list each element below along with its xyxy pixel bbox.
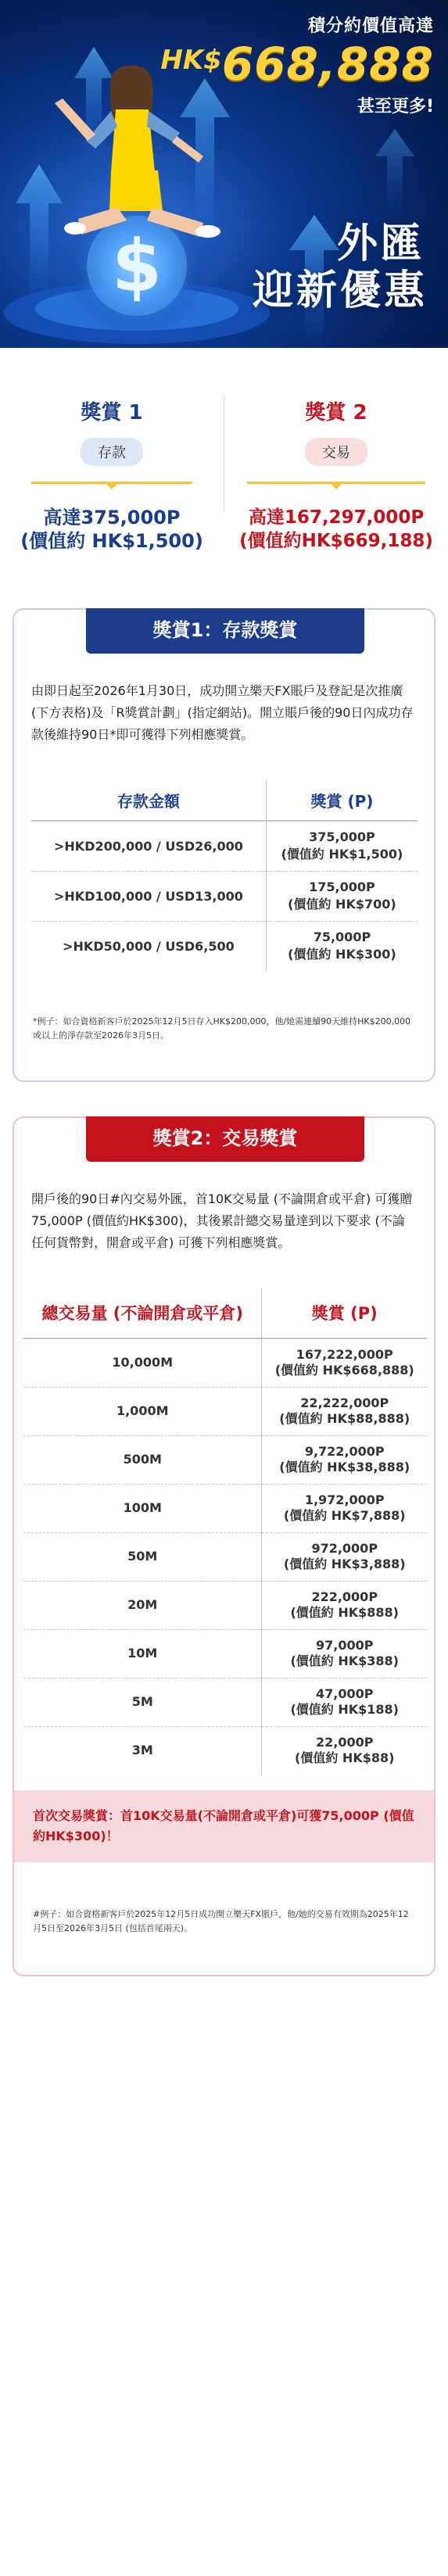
hero-amount-number: 668,888 (221, 38, 434, 91)
hero-amount (160, 38, 434, 91)
deposit-reward-table (31, 780, 418, 971)
deposit-amount-cell: >HKD100,000 / USD13,000 (31, 871, 266, 921)
trade-reward-cell: 47,000P (價值約 HK$188) (262, 1678, 427, 1726)
trade-footnote: #例子：如合資格新客戶於2025年12月5日成功開立樂天FX賬戶，他/她的交易有效期為2025年12月5日至2026年3月5日 (包括首尾兩天)。 (33, 1909, 409, 1933)
trade-reward-cell: 222,000P (價值約 HK$888) (262, 1581, 427, 1629)
reward1-category-badge: 存款 (81, 438, 143, 466)
table-row (23, 1581, 427, 1629)
hero-subtitle: 積分約價值高達 (307, 16, 434, 36)
promo-title-line1: 外匯 (336, 220, 425, 267)
hero-banner (0, 0, 448, 348)
trade-volume-cell: 50M (23, 1532, 262, 1581)
trade-volume-cell: 10M (23, 1629, 262, 1678)
deposit-reward-card (13, 608, 435, 1082)
deposit-reward-cell: 75,000P (價值約 HK$300) (288, 930, 396, 962)
promo-title (253, 220, 428, 314)
reward2-title: 獎賞 2 (305, 401, 367, 425)
table-row (23, 1629, 427, 1678)
reward1-value-hkd: (價值約 HK$1,500) (20, 530, 203, 552)
trade-volume-cell: 10,000M (23, 1338, 262, 1387)
trade-reward-header: 獎賞 (P) (262, 1288, 427, 1338)
trade-reward-cell: 22,222,000P (價值約 HK$88,888) (262, 1387, 427, 1435)
reward2-divider (247, 482, 425, 484)
deposit-reward-header: 獎賞 (P) (266, 780, 418, 821)
svg-text:$: $ (111, 224, 163, 308)
trade-reward-cell: 22,000P (價值約 HK$88) (295, 1735, 395, 1766)
trade-reward-cell: 1,972,000P (價值約 HK$7,888) (262, 1484, 427, 1532)
trade-reward-cell: 972,000P (價值約 HK$3,888) (262, 1532, 427, 1581)
deposit-reward-cell: 175,000P (價值約 HK$700) (266, 871, 418, 921)
reward2-value-points: 高達167,297,000P (248, 507, 425, 528)
deposit-amount-cell: >HKD200,000 / USD26,000 (31, 821, 266, 871)
trade-card-intro: 開戶後的90日#內交易外匯，首10K交易量 (不論開倉或平倉) 可獲贈75,000P (價值約HK$300)，其後累計總交易量達到以下要求 (不論任何貨幣對，開倉或平倉) 可獲下列相應獎賞。 (31, 1191, 413, 1250)
trade-volume-cell: 1,000M (23, 1387, 262, 1435)
trade-reward-card (13, 1116, 435, 1976)
reward1-value (0, 506, 224, 553)
table-row (31, 921, 418, 971)
deposit-amount-header: 存款金額 (31, 780, 266, 821)
reward2-category-badge: 交易 (305, 438, 367, 466)
table-row (23, 1726, 427, 1775)
table-row (31, 821, 418, 871)
reward2-summary (224, 396, 448, 553)
reward2-value-hkd: (價值約HK$669,188) (239, 531, 433, 551)
promo-title-line2: 迎新優惠 (252, 267, 428, 314)
reward1-title: 獎賞 1 (81, 401, 143, 425)
trade-reward-cell: 9,722,000P (價值約 HK$38,888) (262, 1435, 427, 1484)
table-row (23, 1532, 427, 1581)
table-row (23, 1484, 427, 1532)
deposit-card-intro: 由即日起至2026年1月30日，成功開立樂天FX賬戶及登記是次推廣(下方表格)及「R獎賞計劃」(指定網站)。開立賬戶後的90日內成功存款後維持90日*即可獲得下列相應獎賞。 (31, 683, 414, 742)
trade-volume-cell: 500M (23, 1435, 262, 1484)
trade-reward-cell: 167,222,000P (價值約 HK$668,888) (262, 1338, 427, 1387)
reward1-divider (31, 482, 192, 484)
table-row (23, 1435, 427, 1484)
trade-reward-table (23, 1288, 427, 1775)
deposit-card-heading: 獎賞1：存款獎賞 (86, 608, 364, 654)
trade-volume-header: 總交易量 (不論開倉或平倉) (23, 1288, 262, 1338)
hero-headline (160, 13, 434, 117)
trade-volume-cell: 3M (23, 1726, 262, 1775)
table-row (23, 1338, 427, 1387)
hero-currency: HK$ (160, 45, 222, 76)
reward1-value-points: 高達375,000P (43, 507, 181, 528)
trade-volume-cell: 5M (23, 1678, 262, 1726)
trade-volume-cell: 100M (23, 1484, 262, 1532)
deposit-reward-cell: 375,000P (價值約 HK$1,500) (266, 821, 418, 871)
deposit-amount-cell: >HKD50,000 / USD6,500 (31, 921, 266, 971)
hero-tagline: 甚至更多! (357, 97, 434, 116)
reward1-summary (0, 396, 224, 553)
trade-volume-cell: 20M (23, 1581, 262, 1629)
trade-reward-cell: 97,000P (價值約 HK$388) (262, 1629, 427, 1678)
reward-summary (0, 348, 448, 575)
table-row (31, 871, 418, 921)
reward2-value (224, 506, 448, 553)
trade-card-heading: 獎賞2：交易獎賞 (86, 1116, 364, 1162)
table-row (23, 1387, 427, 1435)
table-row (23, 1678, 427, 1726)
first-trade-bonus-banner: 首次交易獎賞：首10K交易量(不論開倉或平倉)可獲75,000P (價值約HK$300)！ (14, 1790, 434, 1862)
deposit-footnote: *例子：如合資格新客戶於2025年12月5日存入HK$200,000，他/她需連續90天維持HK$200,000或以上的淨存款至2026年3月5日。 (33, 1016, 411, 1041)
